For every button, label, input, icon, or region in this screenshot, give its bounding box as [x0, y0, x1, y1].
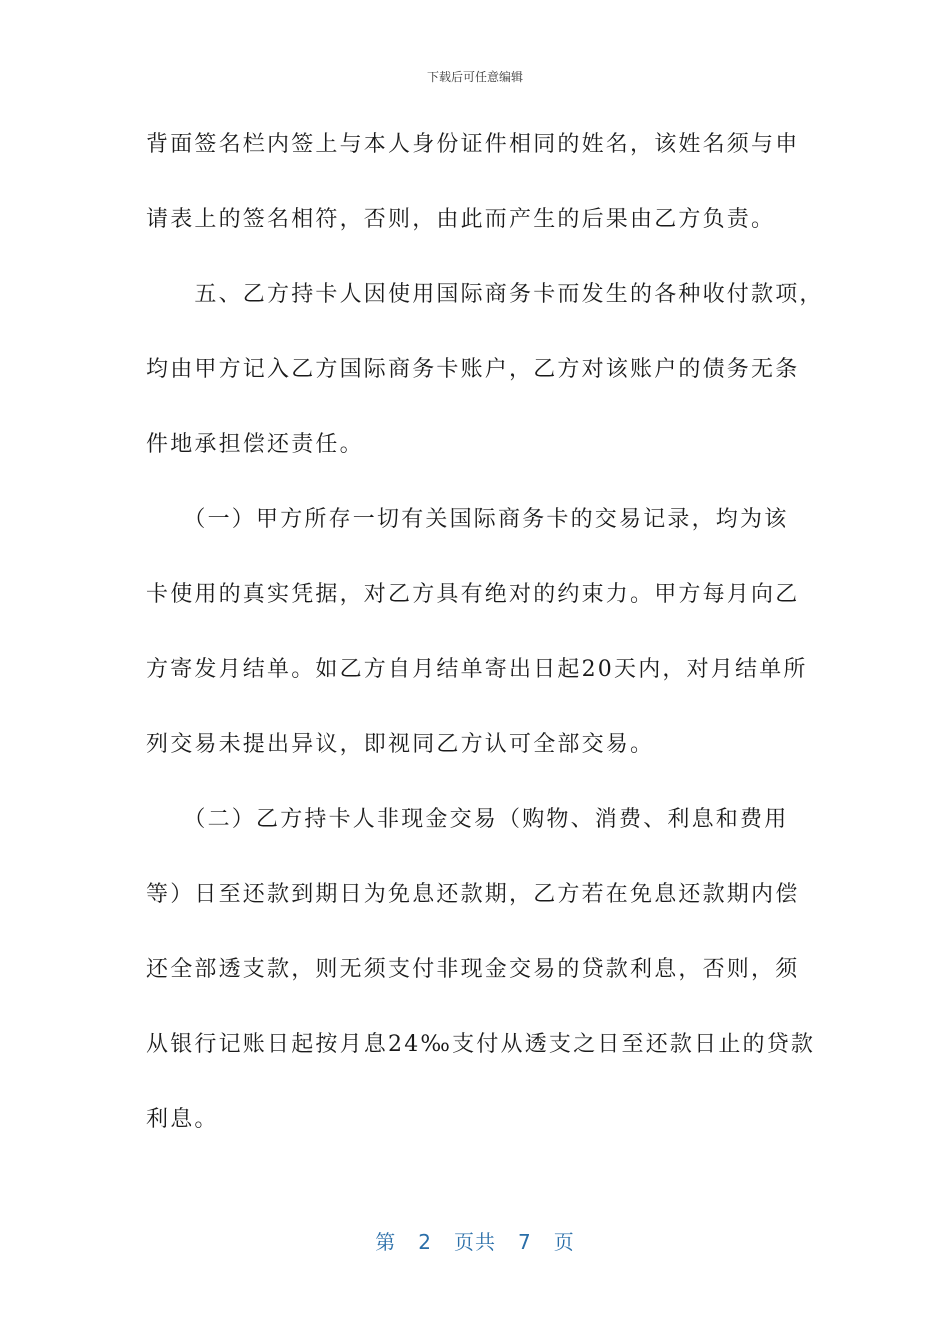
footer-mid: 页共	[454, 1230, 496, 1254]
body-line-7: 卡使用的真实凭据，对乙方具有绝对的约束力。甲方每月向乙	[146, 582, 800, 607]
body-line-6: （一）甲方所存一切有关国际商务卡的交易记录，均为该	[146, 507, 789, 532]
body-line-9: 列交易未提出异议，即视同乙方认可全部交易。	[146, 732, 655, 757]
page-footer	[0, 1226, 950, 1255]
body-line-2: 请表上的签名相符，否则，由此而产生的后果由乙方负责。	[146, 207, 776, 232]
body-line-13: 从银行记账日起按月息24‰支付从透支之日至还款日止的贷款	[146, 1032, 816, 1057]
body-line-14: 利息。	[146, 1107, 219, 1132]
body-line-10: （二）乙方持卡人非现金交易（购物、消费、利息和费用	[146, 807, 789, 832]
body-line-4: 均由甲方记入乙方国际商务卡账户，乙方对该账户的债务无条	[146, 357, 800, 382]
footer-prefix: 第	[375, 1230, 397, 1254]
body-line-8: 方寄发月结单。如乙方自月结单寄出日起20天内，对月结单所	[146, 657, 808, 682]
footer-page-current: 2	[418, 1230, 432, 1254]
body-line-12: 还全部透支款，则无须支付非现金交易的贷款利息，否则，须	[146, 957, 800, 982]
footer-suffix: 页	[553, 1230, 575, 1254]
footer-page-total: 7	[518, 1230, 532, 1254]
body-line-11: 等）日至还款到期日为免息还款期，乙方若在免息还款期内偿	[146, 882, 800, 907]
body-line-5: 件地承担偿还责任。	[146, 432, 364, 457]
body-line-1: 背面签名栏内签上与本人身份证件相同的姓名，该姓名须与申	[146, 132, 800, 157]
page-header: 下载后可任意编辑	[426, 70, 523, 84]
body-line-3: 五、乙方持卡人因使用国际商务卡而发生的各种收付款项，	[146, 282, 824, 307]
